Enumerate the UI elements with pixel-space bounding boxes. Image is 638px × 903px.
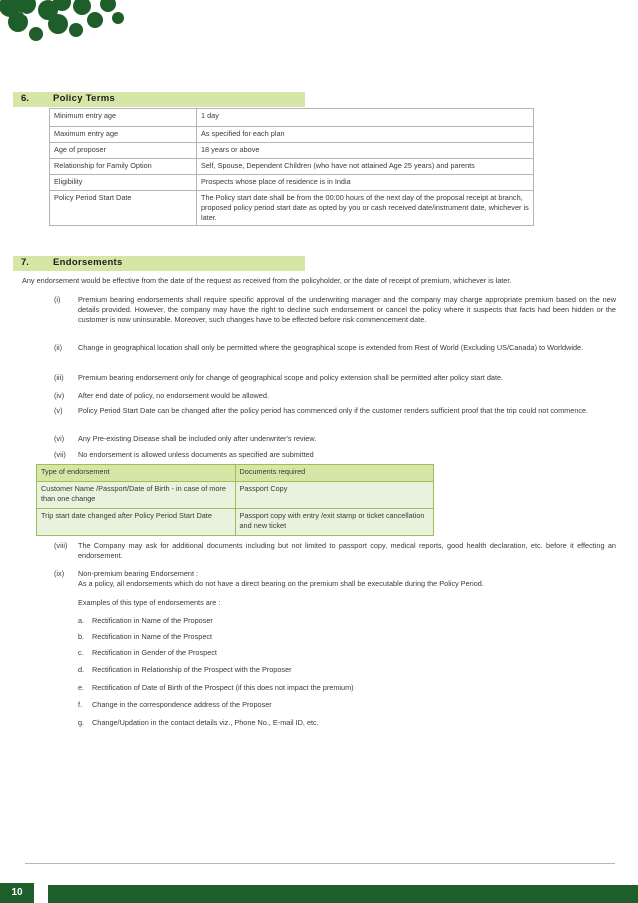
example-text: Rectification in Name of the Proposer bbox=[92, 616, 213, 625]
section-number: 7. bbox=[21, 257, 29, 269]
list-item bbox=[54, 406, 616, 416]
item-number: (iii) bbox=[54, 373, 64, 382]
section-heading-endorsements bbox=[13, 256, 305, 271]
term-value: The Policy start date shall be from the 00:00 hours of the next day of the proposal receipt at branch, proposed policy period start date as opted by you or cash received date/instrument date, whichever is later. bbox=[197, 191, 534, 226]
example-text: Change in the correspondence address of the Proposer bbox=[92, 700, 272, 709]
example-letter: d. bbox=[78, 665, 85, 674]
footer-bar bbox=[48, 885, 638, 903]
non-premium-note: As a policy, all endorsements which do not have a direct bearing on the premium shall be executable during the Policy Period. bbox=[78, 579, 484, 588]
column-header: Type of endorsement bbox=[37, 465, 236, 482]
clover-leaves-logo bbox=[0, 0, 130, 50]
item-number: (iv) bbox=[54, 391, 65, 400]
term-value: 18 years or above bbox=[197, 143, 534, 159]
table-cell: Customer Name /Passport/Date of Birth - in case of more than one change bbox=[37, 482, 236, 509]
example-text: Change/Updation in the contact details viz., Phone No., E-mail ID, etc. bbox=[92, 718, 319, 727]
list-item bbox=[54, 569, 616, 579]
example-text: Rectification in Relationship of the Prospect with the Proposer bbox=[92, 665, 292, 674]
example-letter: a. bbox=[78, 616, 85, 625]
column-header: Documents required bbox=[235, 465, 434, 482]
example-letter: c. bbox=[78, 648, 84, 657]
table-row bbox=[50, 191, 534, 226]
term-label: Eligibility bbox=[50, 175, 197, 191]
example-item bbox=[78, 632, 618, 642]
footer-divider bbox=[25, 863, 615, 864]
item-text: Policy Period Start Date can be changed after the policy period has commenced only if the customer renders sufficient proof that the trip could not commence. bbox=[78, 406, 589, 415]
item-number: (ii) bbox=[54, 343, 63, 352]
example-letter: e. bbox=[78, 683, 85, 692]
example-item bbox=[78, 616, 618, 626]
item-number: (i) bbox=[54, 295, 61, 304]
list-item bbox=[54, 373, 616, 383]
section-heading-policy-terms bbox=[13, 92, 305, 107]
example-item bbox=[78, 718, 618, 728]
table-row bbox=[50, 143, 534, 159]
item-number: (viii) bbox=[54, 541, 68, 550]
term-label: Relationship for Family Option bbox=[50, 159, 197, 175]
example-text: Rectification in Gender of the Prospect bbox=[92, 648, 217, 657]
item-number: (vi) bbox=[54, 434, 65, 443]
example-item bbox=[78, 683, 618, 693]
list-item bbox=[54, 541, 616, 561]
term-value: 1 day bbox=[197, 109, 534, 127]
example-letter: b. bbox=[78, 632, 85, 641]
item-text: After end date of policy, no endorsement would be allowed. bbox=[78, 391, 269, 400]
term-label: Policy Period Start Date bbox=[50, 191, 197, 226]
list-item bbox=[54, 434, 616, 444]
table-row bbox=[50, 127, 534, 143]
example-item bbox=[78, 665, 618, 675]
table-header-row bbox=[37, 465, 434, 482]
term-value: Self, Spouse, Dependent Children (who have not attained Age 25 years) and parents bbox=[197, 159, 534, 175]
example-item bbox=[78, 700, 618, 710]
section-title: Endorsements bbox=[53, 257, 123, 269]
table-row bbox=[50, 175, 534, 191]
documents-required-table bbox=[36, 464, 434, 536]
item-text: No endorsement is allowed unless documents as specified are submitted bbox=[78, 450, 314, 459]
example-letter: f. bbox=[78, 700, 83, 709]
item-number: (vii) bbox=[54, 450, 66, 459]
section-title: Policy Terms bbox=[53, 93, 116, 105]
term-label: Minimum entry age bbox=[50, 109, 197, 127]
item-text: Change in geographical location shall only be permitted where the geographical scope is extended from Rest of World (Excluding US/Canada) to Worldwide. bbox=[78, 343, 584, 352]
item-text: Non-premium bearing Endorsement : bbox=[78, 569, 199, 578]
table-cell: Passport Copy bbox=[235, 482, 434, 509]
section-number: 6. bbox=[21, 93, 29, 105]
item-number: (v) bbox=[54, 406, 63, 415]
list-item bbox=[54, 450, 616, 460]
list-item bbox=[54, 391, 616, 401]
example-text: Rectification in Name of the Prospect bbox=[92, 632, 213, 641]
item-text: The Company may ask for additional documents including but not limited to passport copy, medical reports, good health declaration, etc. before it effecting an endorsement. bbox=[78, 541, 616, 560]
item-text: Premium bearing endorsement only for change of geographical scope and policy extension shall be permitted after policy start date. bbox=[78, 373, 504, 382]
table-row bbox=[50, 159, 534, 175]
table-cell: Passport copy with entry /exit stamp or ticket cancellation and new ticket bbox=[235, 509, 434, 536]
example-item bbox=[78, 648, 618, 658]
endorsement-intro: Any endorsement would be effective from the date of the request as received from the policyholder, or the date of receipt of premium, whichever is later. bbox=[22, 276, 512, 285]
example-text: Rectification of Date of Birth of the Prospect (if this does not impact the premium) bbox=[92, 683, 354, 692]
term-value: As specified for each plan bbox=[197, 127, 534, 143]
page-number: 10 bbox=[0, 883, 34, 903]
table-cell: Trip start date changed after Policy Period Start Date bbox=[37, 509, 236, 536]
term-value: Prospects whose place of residence is in India bbox=[197, 175, 534, 191]
list-item bbox=[54, 295, 616, 325]
examples-intro: Examples of this type of endorsements are : bbox=[78, 598, 221, 607]
item-number: (ix) bbox=[54, 569, 65, 578]
term-label: Maximum entry age bbox=[50, 127, 197, 143]
item-text: Any Pre-existing Disease shall be included only after underwriter's review. bbox=[78, 434, 317, 443]
item-text: Premium bearing endorsements shall require specific approval of the underwriting manager and the company may charge appropriate premium based on the new details provided. However, the company may have the right to decline such endorsement or cancel the policy where it suspects that facts had been hidden or the customer is now uninsurable. Moreover, such changes have to be effected before risk commencement date. bbox=[78, 295, 616, 324]
list-item bbox=[54, 343, 616, 353]
term-label: Age of proposer bbox=[50, 143, 197, 159]
table-row bbox=[37, 482, 434, 509]
policy-terms-table bbox=[49, 108, 534, 226]
example-letter: g. bbox=[78, 718, 85, 727]
table-row bbox=[37, 509, 434, 536]
table-row bbox=[50, 109, 534, 127]
